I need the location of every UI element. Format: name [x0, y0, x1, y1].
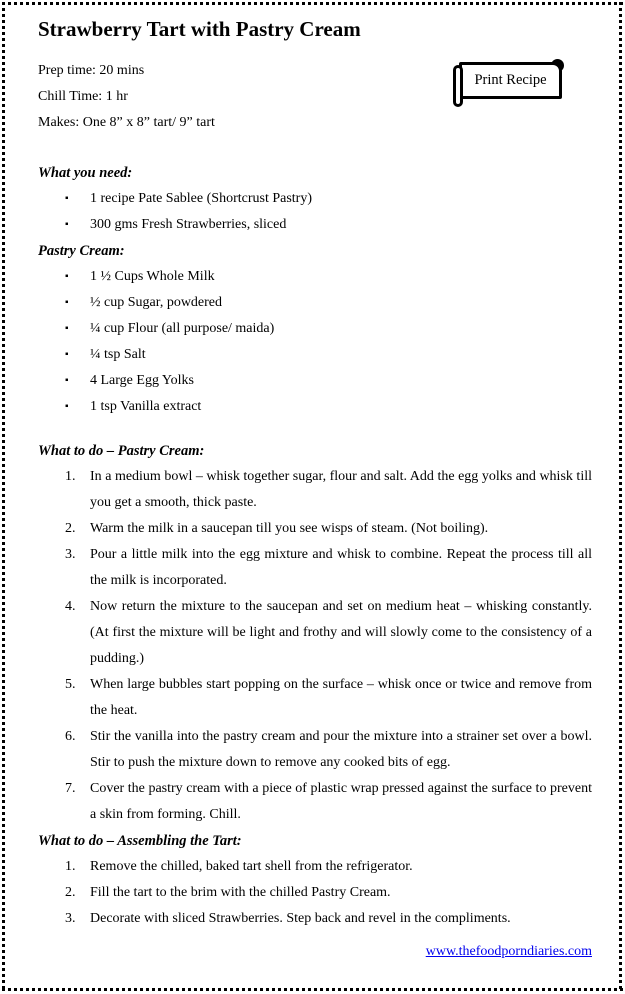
- ingredient-item: ▪ 1 recipe Pate Sablee (Shortcrust Pastry): [38, 186, 592, 212]
- ingredient-item: ▪ 300 gms Fresh Strawberries, sliced: [38, 212, 592, 238]
- page-border-left: [2, 2, 5, 991]
- page-border-right: [619, 2, 622, 991]
- step-list-pastry-cream: [38, 464, 592, 828]
- ingredient-item: ▪ 1 tsp Vanilla extract: [38, 394, 592, 420]
- step-item: Remove the chilled, baked tart shell from the refrigerator.: [90, 859, 413, 874]
- print-recipe-button-face: [459, 62, 562, 99]
- ingredient-list-pastry-cream: [38, 264, 592, 420]
- step-item: Pour a little milk into the egg mixture and whisk to combine. Repeat the process till all the milk is incorporated.: [90, 547, 592, 588]
- heading-pastry-cream: Pastry Cream:: [38, 243, 125, 259]
- prep-time: Prep time: 20 mins: [38, 63, 145, 78]
- document-body: [38, 14, 592, 932]
- step-item: Fill the tart to the brim with the chilled Pastry Cream.: [90, 885, 391, 900]
- ingredient-item: ▪ ¼ cup Flour (all purpose/ maida): [38, 316, 592, 342]
- heading-steps-pastry-cream: What to do – Pastry Cream:: [38, 443, 205, 459]
- website-link[interactable]: www.thefoodporndiaries.com: [425, 944, 592, 959]
- ingredient-item: ▪ 1 ½ Cups Whole Milk: [38, 264, 592, 290]
- step-item: Cover the pastry cream with a piece of plastic wrap pressed against the surface to prevent a skin from forming. Chill.: [90, 781, 592, 822]
- yield: Makes: One 8” x 8” tart/ 9” tart: [38, 115, 215, 130]
- page-title: Strawberry Tart with Pastry Cream: [38, 17, 361, 41]
- ingredient-item: ▪ ¼ tsp Salt: [38, 342, 592, 368]
- ingredient-list-need: [38, 186, 592, 238]
- ingredient-item: ▪ ½ cup Sugar, powdered: [38, 290, 592, 316]
- step-item: In a medium bowl – whisk together sugar, flour and salt. Add the egg yolks and whisk till you get a smooth, thick paste.: [90, 469, 592, 510]
- step-item: Now return the mixture to the saucepan and set on medium heat – whisking constantly. (At first the mixture will be light and frothy and will slowly come to the consistency of a pudding.): [90, 599, 592, 666]
- chill-time: Chill Time: 1 hr: [38, 89, 128, 104]
- step-item: Decorate with sliced Strawberries. Step back and revel in the compliments.: [90, 911, 511, 926]
- heading-what-you-need: What you need:: [38, 165, 133, 181]
- print-recipe-button[interactable]: [453, 62, 562, 99]
- ingredient-item: ▪ 4 Large Egg Yolks: [38, 368, 592, 394]
- step-item: When large bubbles start popping on the surface – whisk once or twice and remove from the heat.: [90, 677, 592, 718]
- page-border-bottom: [2, 988, 623, 991]
- step-list-assembling: [38, 854, 592, 932]
- print-recipe-button-label: Print Recipe: [474, 72, 547, 88]
- step-item: Stir the vanilla into the pastry cream and pour the mixture into a strainer set over a bowl. Stir to push the mixture down to remove any cooked bits of egg.: [90, 729, 592, 770]
- scroll-edge-icon: [453, 65, 463, 107]
- step-item: Warm the milk in a saucepan till you see wisps of steam. (Not boiling).: [90, 521, 489, 536]
- heading-steps-assembling: What to do – Assembling the Tart:: [38, 833, 242, 849]
- page-border-top: [2, 2, 623, 5]
